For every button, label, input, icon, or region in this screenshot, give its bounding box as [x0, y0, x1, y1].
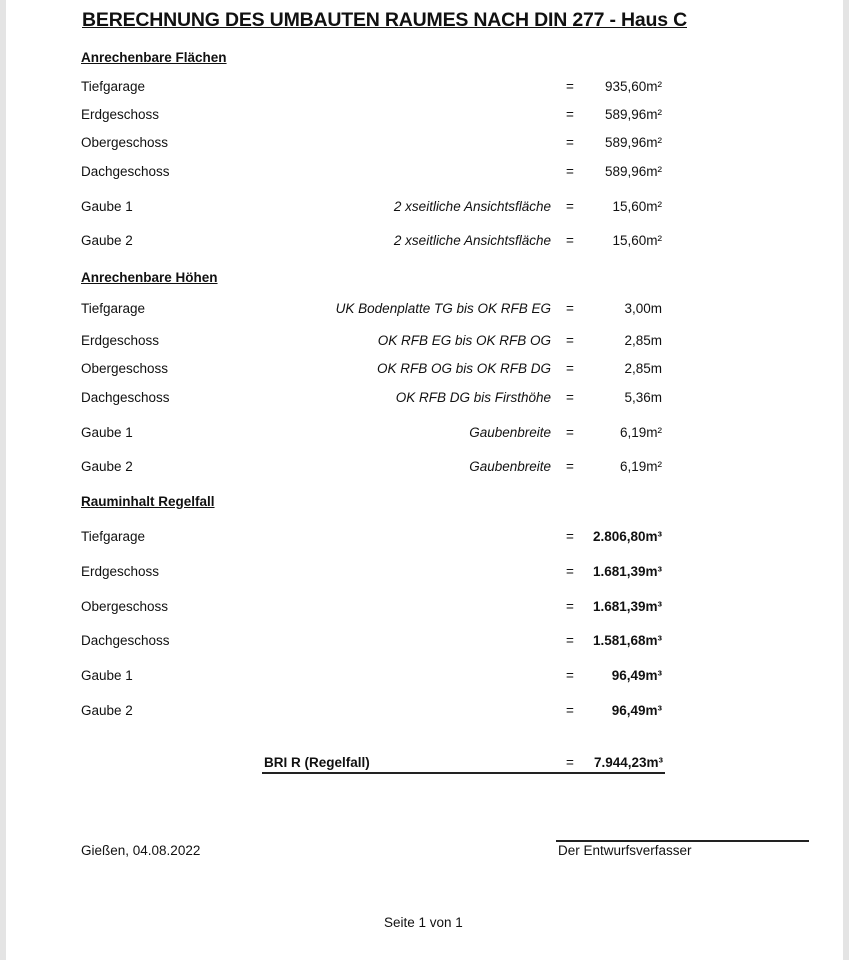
- document-title: BERECHNUNG DES UMBAUTEN RAUMES NACH DIN 277 - Haus C: [82, 9, 687, 31]
- row-value: 2,85m: [624, 361, 662, 376]
- row-eq: =: [566, 333, 574, 348]
- row-value: 589,96m²: [604, 164, 662, 179]
- row-eq: =: [566, 390, 574, 405]
- row-eq: =: [566, 135, 574, 150]
- row-label: Erdgeschoss: [81, 107, 160, 122]
- table-row: [0, 361, 849, 379]
- total-value: 7.944,23m³: [593, 755, 663, 770]
- row-desc: 2 xseitliche Ansichtsfläche: [393, 199, 551, 214]
- row-label: Tiefgarage: [81, 529, 146, 544]
- table-row: [0, 703, 849, 721]
- section-heading: Anrechenbare Höhen: [81, 270, 218, 285]
- row-eq: =: [566, 633, 574, 648]
- row-label: Dachgeschoss: [81, 164, 170, 179]
- row-label: Tiefgarage: [81, 79, 146, 94]
- row-label: Dachgeschoss: [81, 633, 170, 648]
- row-eq: =: [566, 233, 574, 248]
- table-row: [0, 164, 849, 182]
- table-row: [0, 135, 849, 153]
- total-row: [262, 755, 665, 774]
- table-row: [0, 199, 849, 217]
- row-value: 96,49m³: [611, 668, 662, 683]
- row-value: 2.806,80m³: [592, 529, 662, 544]
- row-label: Obergeschoss: [81, 361, 169, 376]
- row-eq: =: [566, 425, 574, 440]
- row-desc: OK RFB EG bis OK RFB OG: [377, 333, 551, 348]
- row-value: 15,60m²: [612, 233, 662, 248]
- row-eq: =: [566, 361, 574, 376]
- table-row: [0, 459, 849, 477]
- table-row: [0, 425, 849, 443]
- row-label: Erdgeschoss: [81, 333, 160, 348]
- table-row: [0, 564, 849, 582]
- table-row: [0, 529, 849, 547]
- row-eq: =: [566, 529, 574, 544]
- table-row: [0, 107, 849, 125]
- row-label: Obergeschoss: [81, 599, 169, 614]
- row-label: Gaube 1: [81, 668, 133, 683]
- row-desc: 2 xseitliche Ansichtsfläche: [393, 233, 551, 248]
- row-label: Gaube 1: [81, 199, 133, 214]
- row-eq: =: [566, 107, 574, 122]
- row-value: 5,36m: [624, 390, 662, 405]
- row-label: Gaube 2: [81, 459, 133, 474]
- row-label: Gaube 2: [81, 233, 133, 248]
- row-value: 6,19m²: [619, 459, 662, 474]
- row-value: 1.681,39m³: [592, 564, 662, 579]
- row-value: 935,60m²: [604, 79, 662, 94]
- row-eq: =: [566, 199, 574, 214]
- table-row: [0, 333, 849, 351]
- row-value: 6,19m²: [619, 425, 662, 440]
- page-number: Seite 1 von 1: [384, 915, 463, 930]
- row-desc: Gaubenbreite: [469, 425, 551, 440]
- row-eq: =: [566, 703, 574, 718]
- row-value: 2,85m: [624, 333, 662, 348]
- row-label: Erdgeschoss: [81, 564, 160, 579]
- row-desc: OK RFB DG bis Firsthöhe: [395, 390, 551, 405]
- row-value: 3,00m: [624, 301, 662, 316]
- signature-line: [556, 840, 809, 842]
- total-equals: =: [566, 755, 574, 770]
- row-desc: UK Bodenplatte TG bis OK RFB EG: [335, 301, 551, 316]
- row-label: Obergeschoss: [81, 135, 169, 150]
- place-date: Gießen, 04.08.2022: [81, 843, 201, 858]
- row-value: 1.581,68m³: [592, 633, 662, 648]
- row-value: 589,96m²: [604, 107, 662, 122]
- row-label: Dachgeschoss: [81, 390, 170, 405]
- row-eq: =: [566, 164, 574, 179]
- total-label: BRI R (Regelfall): [264, 755, 370, 770]
- table-row: [0, 390, 849, 408]
- table-row: [0, 633, 849, 651]
- row-eq: =: [566, 459, 574, 474]
- row-label: Gaube 1: [81, 425, 133, 440]
- table-row: [0, 668, 849, 686]
- row-value: 15,60m²: [612, 199, 662, 214]
- table-row: [0, 599, 849, 617]
- row-eq: =: [566, 599, 574, 614]
- section-heading: Anrechenbare Flächen: [81, 50, 227, 65]
- signature-label: Der Entwurfsverfasser: [558, 843, 692, 858]
- section-heading: Rauminhalt Regelfall: [81, 494, 215, 509]
- row-eq: =: [566, 668, 574, 683]
- table-row: [0, 301, 849, 319]
- row-label: Gaube 2: [81, 703, 133, 718]
- row-desc: Gaubenbreite: [469, 459, 551, 474]
- row-value: 1.681,39m³: [592, 599, 662, 614]
- row-eq: =: [566, 79, 574, 94]
- row-eq: =: [566, 564, 574, 579]
- table-row: [0, 79, 849, 97]
- row-label: Tiefgarage: [81, 301, 146, 316]
- row-value: 589,96m²: [604, 135, 662, 150]
- row-value: 96,49m³: [611, 703, 662, 718]
- row-eq: =: [566, 301, 574, 316]
- row-desc: OK RFB OG bis OK RFB DG: [376, 361, 551, 376]
- table-row: [0, 233, 849, 251]
